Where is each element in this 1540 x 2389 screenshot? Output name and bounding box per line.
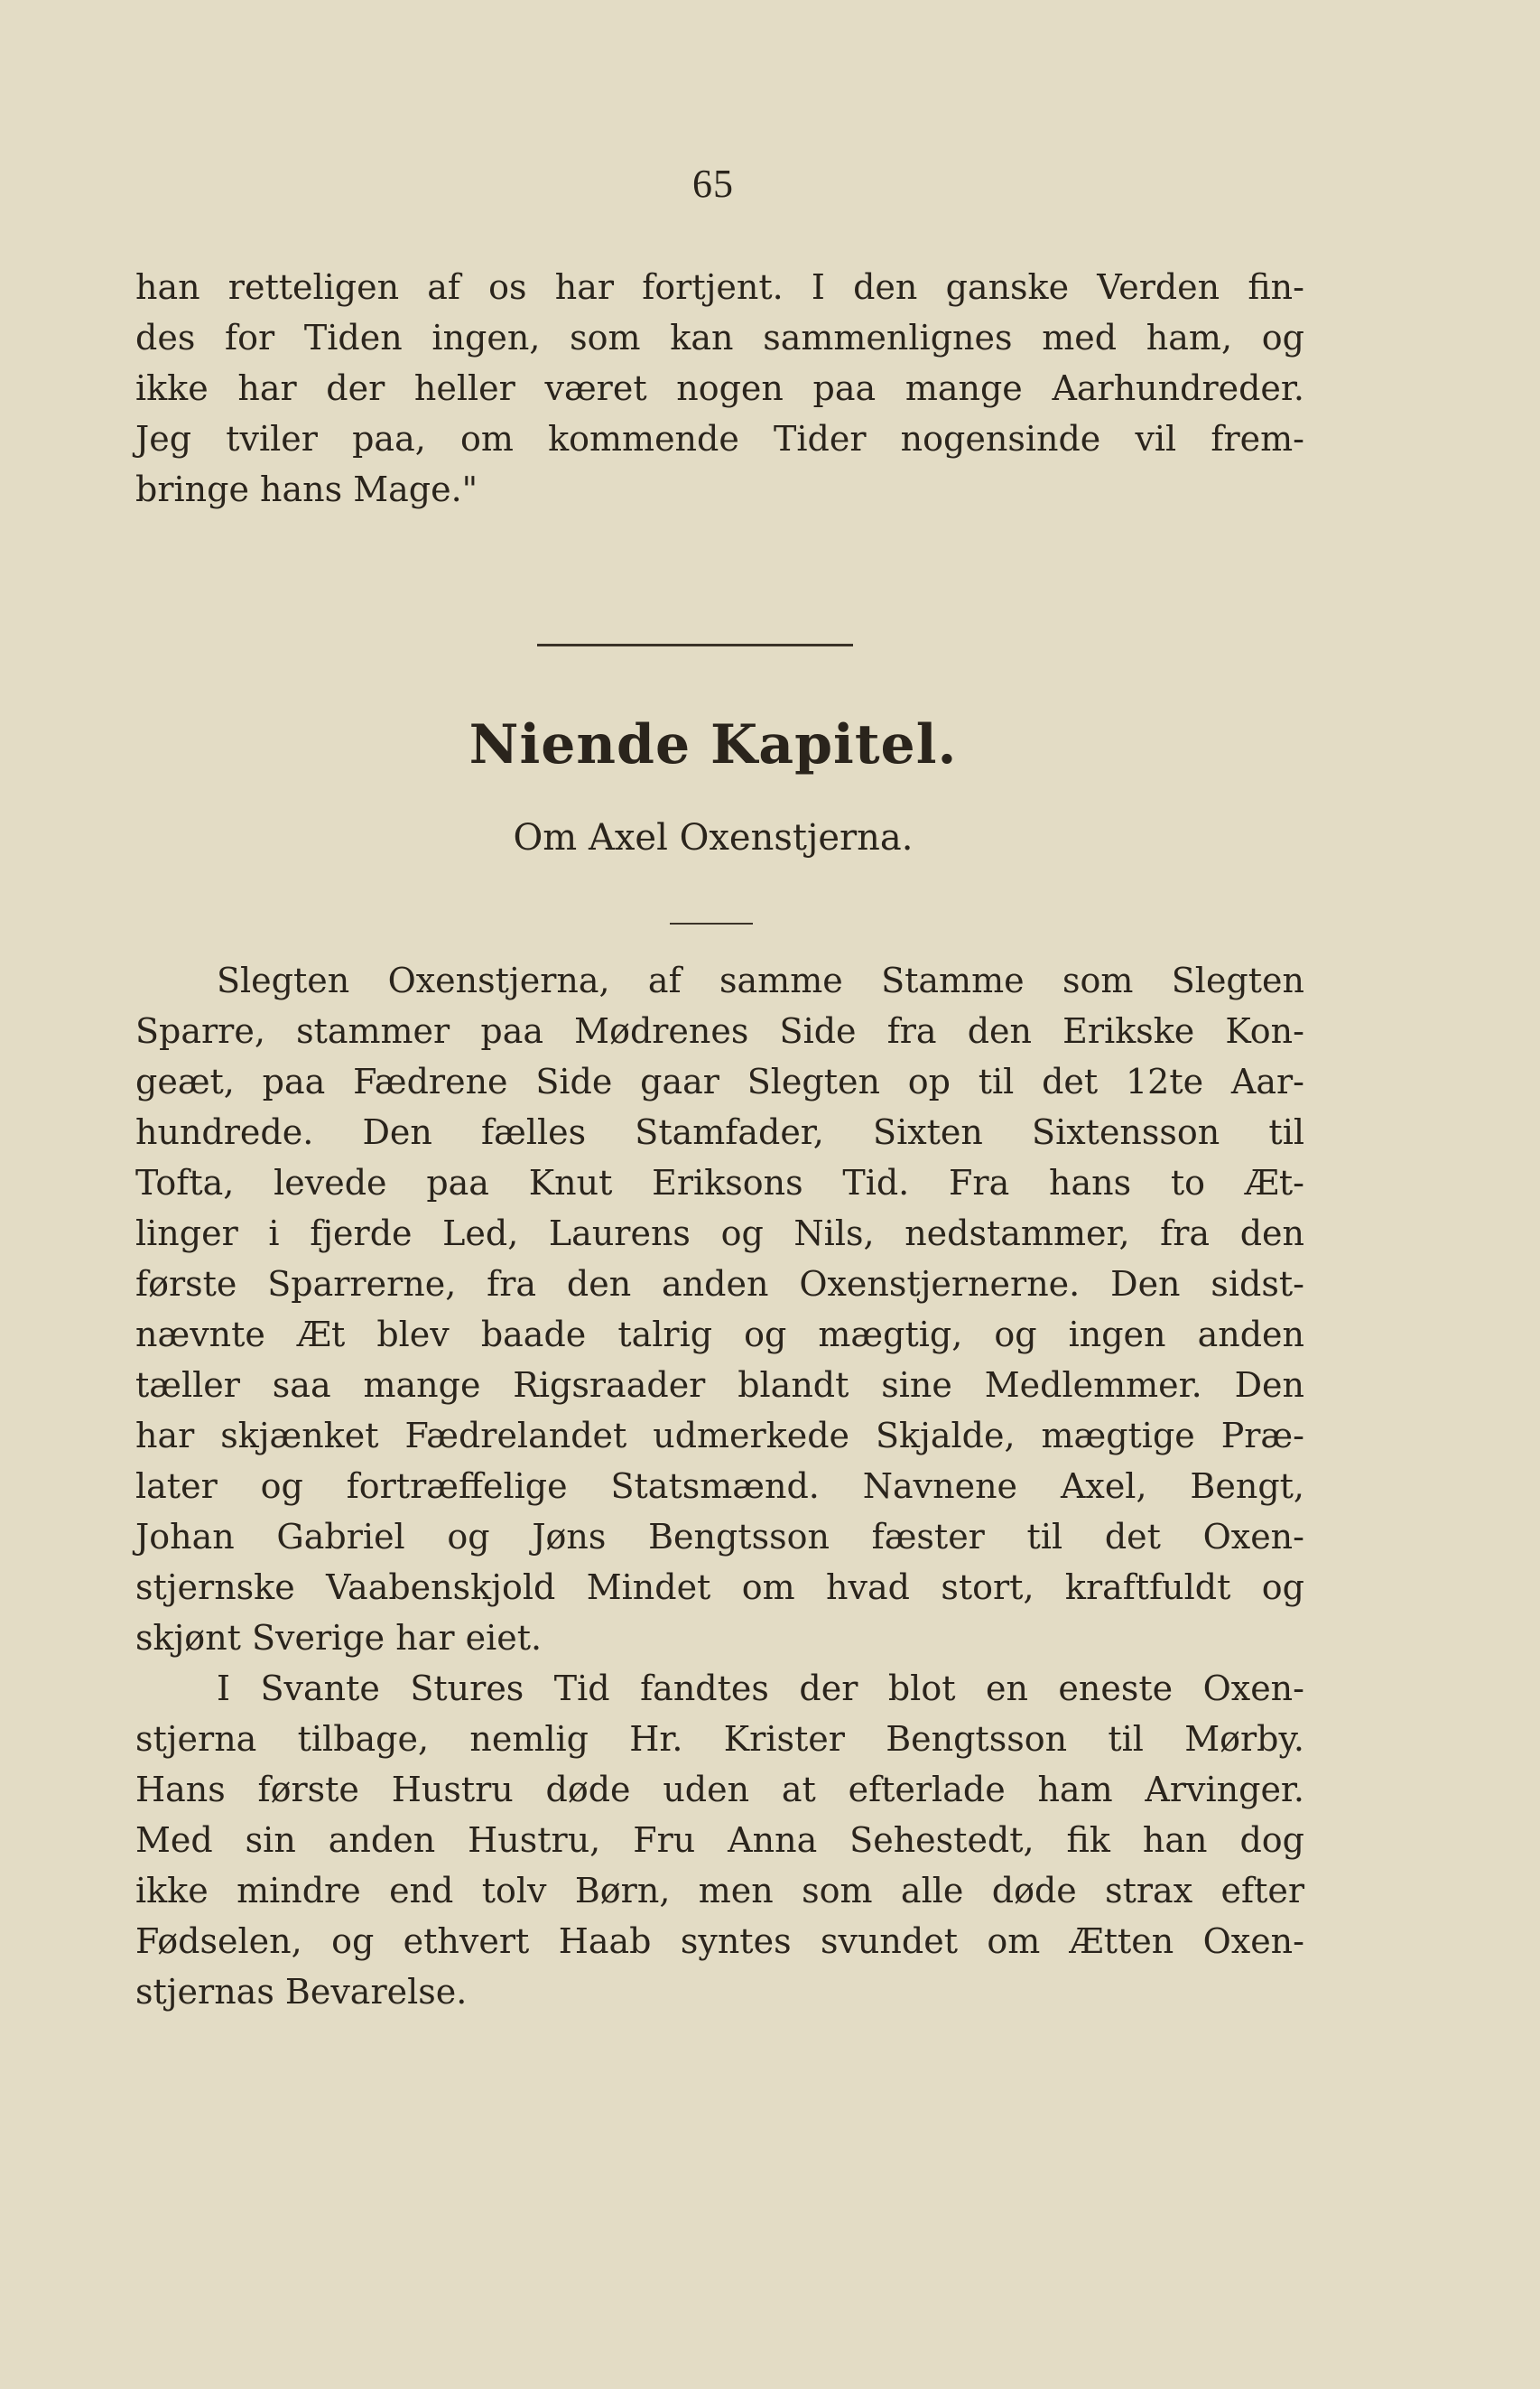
text-line: stjernske Vaabenskjold Mindet om hvad stort, kraftfuldt og [135,1567,1304,1607]
text-line: hundrede. Den fælles Stamfader, Sixten Sixtensson til [135,1112,1304,1152]
chapter-subtitle: Om Axel Oxenstjerna. [513,817,914,859]
text-line: I Svante Stures Tid fandtes der blot en eneste Oxen- [217,1669,1304,1708]
text-line: Slegten Oxenstjerna, af samme Stamme som Slegten [217,961,1304,1000]
paragraph [135,1663,1304,2017]
title-divider [670,923,753,925]
text-line: ikke mindre end tolv Børn, men som alle døde strax efter [135,1871,1304,1910]
page-number: 65 [692,162,734,206]
paragraph [135,955,1304,1663]
chapter-body [135,955,1304,2017]
text-line: har skjænket Fædrelandet udmerkede Skjalde, mægtige Præ- [135,1416,1304,1455]
text-line: Johan Gabriel og Jøns Bengtsson fæster til det Oxen- [135,1517,1304,1557]
text-line: stjernas Bevarelse. [135,1972,468,2012]
text-line: han retteligen af os har fortjent. I den ganske Verden fin- [135,267,1304,307]
section-divider [537,644,853,646]
text-line: nævnte Æt blev baade talrig og mægtig, og ingen anden [135,1315,1304,1354]
text-line: Fødselen, og ethvert Haab syntes svundet om Ætten Oxen- [135,1921,1304,1961]
text-line: ikke har der heller været nogen paa mange Aarhundreder. [135,368,1304,408]
text-line: Tofta, levede paa Knut Eriksons Tid. Fra hans to Æt- [135,1163,1304,1203]
chapter-title: Niende Kapitel. [468,713,958,776]
text-line: Med sin anden Hustru, Fru Anna Sehestedt, fik han dog [135,1820,1304,1860]
text-line: skjønt Sverige har eiet. [135,1618,543,1658]
text-line: Jeg tviler paa, om kommende Tider nogensinde vil frem- [135,419,1304,459]
text-line: geæt, paa Fædrene Side gaar Slegten op til det 12te Aar- [135,1062,1304,1102]
text-line: linger i fjerde Led, Laurens og Nils, nedstammer, fra den [135,1213,1304,1253]
paragraph-continued [135,262,1304,515]
text-line: later og fortræffelige Statsmænd. Navnene Axel, Bengt, [135,1466,1304,1506]
text-line: tæller saa mange Rigsraader blandt sine Medlemmer. Den [135,1365,1304,1405]
text-line: Sparre, stammer paa Mødrenes Side fra den Erikske Kon- [135,1011,1304,1051]
text-line: bringe hans Mage." [135,469,478,509]
text-line: stjerna tilbage, nemlig Hr. Krister Bengtsson til Mørby. [135,1719,1304,1759]
text-line: Hans første Hustru døde uden at efterlade ham Arvinger. [135,1770,1304,1809]
text-line: første Sparrerne, fra den anden Oxenstjernerne. Den sidst- [135,1264,1304,1304]
text-line: des for Tiden ingen, som kan sammenlignes med ham, og [135,318,1304,358]
